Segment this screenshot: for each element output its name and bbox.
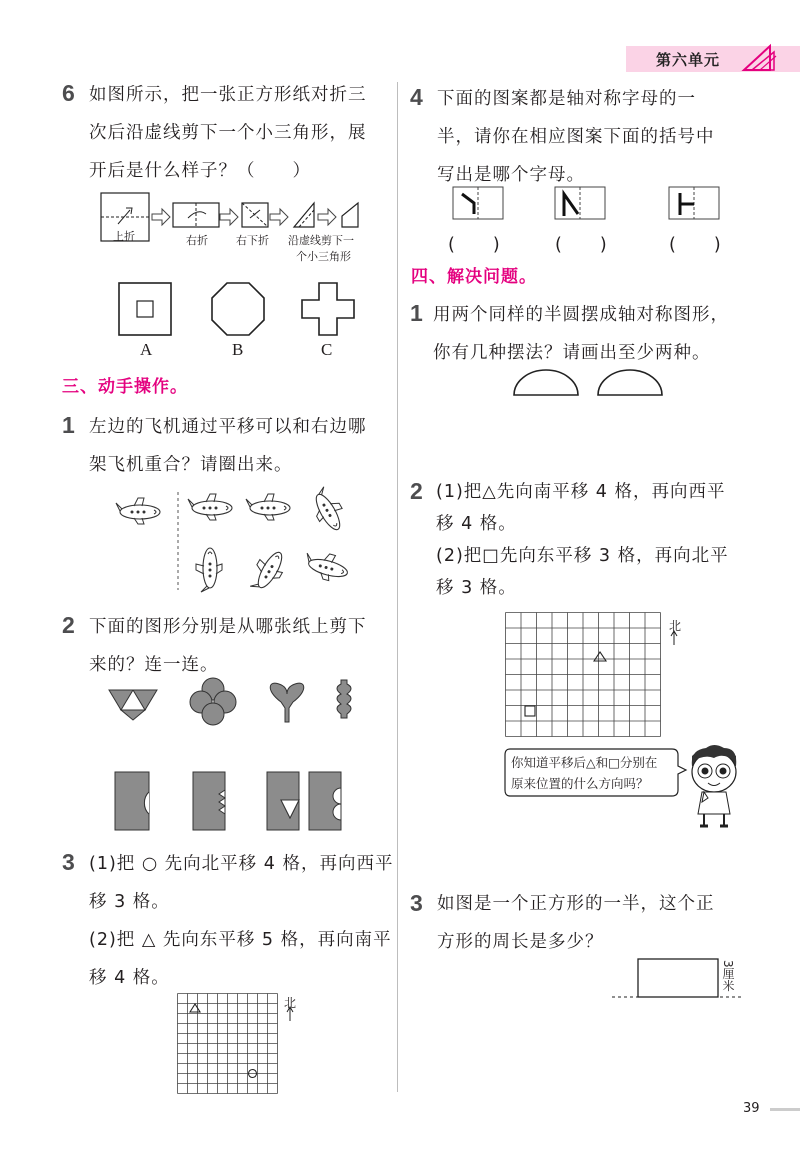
bubble-text: 你知道平移后△和□分别在 xyxy=(511,755,658,770)
question-number: 1 xyxy=(410,300,423,326)
question-text: 你有几种摆法？请画出至少两种。 xyxy=(433,343,711,363)
grid-left xyxy=(177,993,281,1097)
option-b-octagon-figure xyxy=(211,282,265,336)
question-text: 移 3 格。 xyxy=(89,892,170,912)
question-text: 移 4 格。 xyxy=(436,514,517,534)
half-letter-2-figure xyxy=(554,186,606,220)
question-number: 2 xyxy=(62,612,75,638)
question-number: 4 xyxy=(410,84,423,110)
question-text: 移 3 格。 xyxy=(436,578,517,598)
half-letter-1-figure xyxy=(452,186,504,220)
bubble-text: 原来位置的什么方向吗？ xyxy=(511,776,649,791)
question-number: 3 xyxy=(62,849,75,875)
semicircles-figure xyxy=(512,368,662,398)
question-text: 方形的周长是多少？ xyxy=(437,932,604,952)
question-text: 架飞机重合？请圈出来。 xyxy=(89,455,293,475)
section-title: 四、解决问题。 xyxy=(411,267,537,287)
question-text: (1)把△先向南平移 4 格，再向西平 xyxy=(436,482,726,502)
question-text: 移 4 格。 xyxy=(89,968,170,988)
question-text: (2)把□先向东平移 3 格，再向北平 xyxy=(436,546,729,566)
question-text: 次后沿虚线剪下一个小三角形，展 xyxy=(89,123,367,143)
step-label: 个小三角形 xyxy=(296,250,351,263)
question-number: 1 xyxy=(62,412,75,438)
question-text: 开后是什么样子？（ ） xyxy=(89,161,311,181)
question-text: 下面的图案都是轴对称字母的一 xyxy=(437,89,696,109)
step-label: 右折 xyxy=(186,234,208,247)
option-label: A xyxy=(140,340,153,359)
answer-bracket: ( ) xyxy=(555,235,608,255)
grid-right xyxy=(505,612,661,738)
north-label: 北 xyxy=(284,996,297,1010)
option-label: C xyxy=(321,340,333,359)
unit-title: 第六单元 xyxy=(656,51,721,69)
question-text: 半，请你在相应图案下面的括号中 xyxy=(437,127,715,147)
option-label: B xyxy=(232,340,244,359)
answer-bracket: ( ) xyxy=(448,235,501,255)
triangle-ruler-icon xyxy=(740,42,780,74)
question-text: 如图是一个正方形的一半，这个正 xyxy=(437,894,715,914)
column-divider xyxy=(397,82,398,1092)
half-letter-3-figure xyxy=(668,186,720,220)
airplanes-figure xyxy=(110,490,360,600)
north-arrow-icon xyxy=(669,630,679,646)
question-number: 3 xyxy=(410,890,423,916)
question-text: (1)把 ○ 先向北平移 4 格，再向西平 xyxy=(89,854,394,874)
question-number: 2 xyxy=(410,478,423,504)
answer-bracket: ( ) xyxy=(669,235,722,255)
question-text: 用两个同样的半圆摆成轴对称图形， xyxy=(433,305,729,325)
question-text: 下面的图形分别是从哪张纸上剪下 xyxy=(89,617,367,637)
step-label: 上折 xyxy=(113,230,135,243)
north-label: 北 xyxy=(669,619,682,633)
question-text: 如图所示，把一张正方形纸对折三 xyxy=(89,85,367,105)
north-arrow-icon xyxy=(285,1006,295,1022)
page-number: 39 xyxy=(743,1101,760,1116)
step-label: 右下折 xyxy=(236,234,269,247)
cut-shapes-figure xyxy=(105,680,365,840)
question-text: (2)把 △ 先向东平移 5 格，再向南平 xyxy=(89,930,392,950)
option-a-square-figure xyxy=(118,282,172,336)
section-title: 三、动手操作。 xyxy=(62,377,188,397)
question-number: 6 xyxy=(62,80,75,106)
question-text: 来的？连一连。 xyxy=(89,655,219,675)
option-c-cross-figure xyxy=(301,282,355,336)
measure-label: 3厘米 xyxy=(721,960,735,992)
question-text: 左边的飞机通过平移可以和右边哪 xyxy=(89,417,367,437)
question-text: 写出是哪个字母。 xyxy=(437,165,585,185)
cartoon-boy-illustration xyxy=(684,744,744,830)
footer-line xyxy=(770,1108,800,1111)
step-label: 沿虚线剪下一 xyxy=(288,234,354,247)
